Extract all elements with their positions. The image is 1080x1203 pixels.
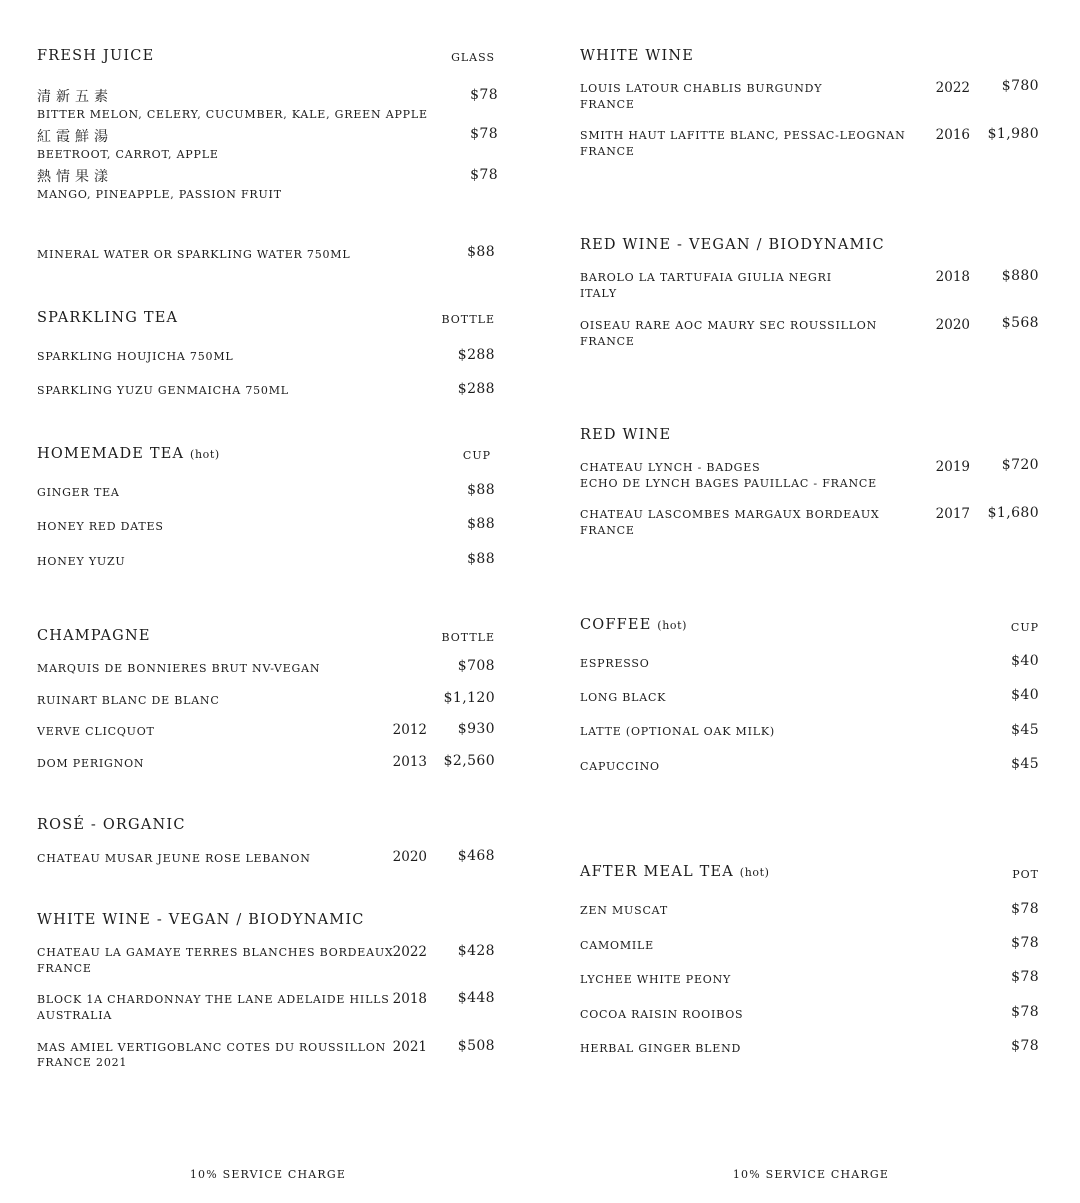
- rose-1-year: 2020: [392, 849, 427, 865]
- coffee-2-name: LONG BLACK: [580, 691, 667, 704]
- homemade-tea-1-name: GINGER TEA: [37, 486, 120, 499]
- coffee-3-name: LATTE (OPTIONAL OAK MILK): [580, 725, 775, 738]
- coffee-title: COFFEE (hot): [580, 617, 688, 633]
- homemade-tea-hot-label: (hot): [190, 448, 220, 461]
- champagne-unit: BOTTLE: [441, 631, 495, 644]
- after-meal-tea-2-name: CAMOMILE: [580, 939, 654, 952]
- coffee-hot-label: (hot): [657, 619, 688, 632]
- white-wine-1-origin: FRANCE: [580, 98, 635, 111]
- fresh-juice-title: FRESH JUICE: [37, 48, 155, 64]
- after-meal-tea-5-price: $78: [1011, 1038, 1039, 1054]
- red-wine-2-origin: FRANCE: [580, 524, 635, 537]
- white-wine-title: WHITE WINE: [580, 48, 695, 64]
- after-meal-tea-3-price: $78: [1011, 969, 1039, 985]
- coffee-1-price: $40: [1011, 653, 1039, 669]
- white-vegan-1-origin: FRANCE: [37, 962, 92, 975]
- coffee-2-price: $40: [1011, 687, 1039, 703]
- white-vegan-2-year: 2018: [392, 991, 427, 1007]
- after-meal-tea-2-price: $78: [1011, 935, 1039, 951]
- red-vegan-1-origin: ITALY: [580, 287, 617, 300]
- red-vegan-1-price: $880: [1001, 268, 1039, 284]
- red-wine-1-price: $720: [1001, 457, 1039, 473]
- red-vegan-1-year: 2018: [935, 269, 970, 285]
- champagne-4-name: DOM PERIGNON: [37, 757, 145, 770]
- champagne-2-name: RUINART BLANC DE BLANC: [37, 694, 220, 707]
- juice-3-price: $78: [470, 167, 498, 183]
- juice-3-ingredients: MANGO, PINEAPPLE, PASSION FRUIT: [37, 188, 282, 201]
- sparkling-tea-2-name: SPARKLING YUZU GENMAICHA 750ML: [37, 384, 289, 397]
- champagne-1-price: $708: [457, 658, 495, 674]
- red-wine-2-price: $1,680: [987, 505, 1039, 521]
- white-vegan-2-price: $448: [457, 990, 495, 1006]
- red-vegan-2-origin: FRANCE: [580, 335, 635, 348]
- fresh-juice-unit: GLASS: [451, 51, 495, 64]
- white-wine-1-name: LOUIS LATOUR CHABLIS BURGUNDY: [580, 82, 823, 95]
- homemade-tea-2-name: HONEY RED DATES: [37, 520, 164, 533]
- after-meal-tea-3-name: LYCHEE WHITE PEONY: [580, 973, 732, 986]
- after-meal-tea-title: AFTER MEAL TEA (hot): [580, 864, 770, 880]
- champagne-1-name: MARQUIS DE BONNIERES BRUT NV-VEGAN: [37, 662, 321, 675]
- white-wine-2-origin: FRANCE: [580, 145, 635, 158]
- rose-title: ROSÉ - ORGANIC: [37, 817, 186, 833]
- red-vegan-2-year: 2020: [935, 317, 970, 333]
- white-wine-2-year: 2016: [935, 127, 970, 143]
- champagne-3-price: $930: [457, 721, 495, 737]
- juice-2-ingredients: BEETROOT, CARROT, APPLE: [37, 148, 219, 161]
- coffee-4-price: $45: [1011, 756, 1039, 772]
- juice-1-ingredients: BITTER MELON, CELERY, CUCUMBER, KALE, GREEN APPLE: [37, 108, 428, 121]
- juice-2-price: $78: [470, 126, 498, 142]
- sparkling-tea-1-name: SPARKLING HOUJICHA 750ML: [37, 350, 234, 363]
- white-vegan-1-year: 2022: [392, 944, 427, 960]
- white-vegan-title: WHITE WINE - VEGAN / BIODYNAMIC: [37, 912, 365, 928]
- rose-1-name: CHATEAU MUSAR JEUNE ROSE LEBANON: [37, 852, 311, 865]
- champagne-title: CHAMPAGNE: [37, 628, 151, 644]
- homemade-tea-2-price: $88: [467, 516, 495, 532]
- after-meal-tea-1-name: ZEN MUSCAT: [580, 904, 668, 917]
- white-vegan-3-price: $508: [457, 1038, 495, 1054]
- champagne-4-year: 2013: [392, 754, 427, 770]
- white-wine-1-price: $780: [1001, 78, 1039, 94]
- red-wine-1-name: CHATEAU LYNCH - BADGES: [580, 461, 761, 474]
- coffee-4-name: CAPUCCINO: [580, 760, 660, 773]
- coffee-1-name: ESPRESSO: [580, 657, 650, 670]
- champagne-2-price: $1,120: [443, 690, 495, 706]
- juice-1-price: $78: [470, 87, 498, 103]
- red-vegan-1-name: BAROLO LA TARTUFAIA GIULIA NEGRI: [580, 271, 832, 284]
- champagne-4-price: $2,560: [443, 753, 495, 769]
- red-vegan-2-name: OISEAU RARE AOC MAURY SEC ROUSSILLON: [580, 319, 878, 332]
- homemade-tea-3-name: HONEY YUZU: [37, 555, 126, 568]
- red-vegan-2-price: $568: [1001, 315, 1039, 331]
- after-meal-tea-unit: POT: [1012, 868, 1039, 881]
- homemade-tea-unit: CUP: [462, 449, 491, 462]
- white-vegan-1-name: CHATEAU LA GAMAYE TERRES BLANCHES BORDEAUX: [37, 946, 394, 959]
- after-meal-tea-4-price: $78: [1011, 1004, 1039, 1020]
- sparkling-tea-title: SPARKLING TEA: [37, 310, 179, 326]
- champagne-3-year: 2012: [392, 722, 427, 738]
- juice-1-chinese-name: 清新五素: [37, 89, 113, 105]
- white-wine-1-year: 2022: [935, 80, 970, 96]
- red-wine-1-year: 2019: [935, 459, 970, 475]
- water-item-name: MINERAL WATER OR SPARKLING WATER 750ML: [37, 248, 351, 261]
- juice-2-chinese-name: 紅霞鮮湯: [37, 129, 113, 145]
- champagne-3-name: VERVE CLICQUOT: [37, 725, 155, 738]
- after-meal-tea-4-name: COCOA RAISIN ROOIBOS: [580, 1008, 744, 1021]
- white-vegan-2-name: BLOCK 1A CHARDONNAY THE LANE ADELAIDE HILLS: [37, 993, 390, 1006]
- right-service-charge-note: 10% SERVICE CHARGE: [732, 1168, 890, 1181]
- red-wine-2-name: CHATEAU LASCOMBES MARGAUX BORDEAUX: [580, 508, 880, 521]
- homemade-tea-3-price: $88: [467, 551, 495, 567]
- coffee-3-price: $45: [1011, 722, 1039, 738]
- sparkling-tea-1-price: $288: [457, 347, 495, 363]
- red-vegan-title: RED WINE - VEGAN / BIODYNAMIC: [580, 237, 885, 253]
- water-item-price: $88: [467, 244, 495, 260]
- sparkling-tea-2-price: $288: [457, 381, 495, 397]
- left-service-charge-note: 10% SERVICE CHARGE: [189, 1168, 347, 1181]
- red-wine-1-origin: ECHO DE LYNCH BAGES PAUILLAC - FRANCE: [580, 477, 877, 490]
- white-vegan-3-origin: FRANCE 2021: [37, 1056, 128, 1069]
- rose-1-price: $468: [457, 848, 495, 864]
- after-meal-tea-hot-label: (hot): [739, 866, 770, 879]
- homemade-tea-1-price: $88: [467, 482, 495, 498]
- white-vegan-2-origin: AUSTRALIA: [37, 1009, 113, 1022]
- white-vegan-1-price: $428: [457, 943, 495, 959]
- red-wine-title: RED WINE: [580, 427, 672, 443]
- after-meal-tea-5-name: HERBAL GINGER BLEND: [580, 1042, 742, 1055]
- sparkling-tea-unit: BOTTLE: [441, 313, 495, 326]
- white-wine-2-name: SMITH HAUT LAFITTE BLANC, PESSAC-LEOGNAN: [580, 129, 906, 142]
- juice-3-chinese-name: 熱情果漾: [37, 169, 113, 185]
- white-vegan-3-name: MAS AMIEL VERTIGOBLANC COTES DU ROUSSILLON: [37, 1041, 387, 1054]
- white-wine-2-price: $1,980: [987, 126, 1039, 142]
- coffee-unit: CUP: [1010, 621, 1039, 634]
- white-vegan-3-year: 2021: [392, 1039, 427, 1055]
- homemade-tea-title: HOMEMADE TEA (hot): [37, 446, 220, 462]
- after-meal-tea-1-price: $78: [1011, 901, 1039, 917]
- red-wine-2-year: 2017: [935, 506, 970, 522]
